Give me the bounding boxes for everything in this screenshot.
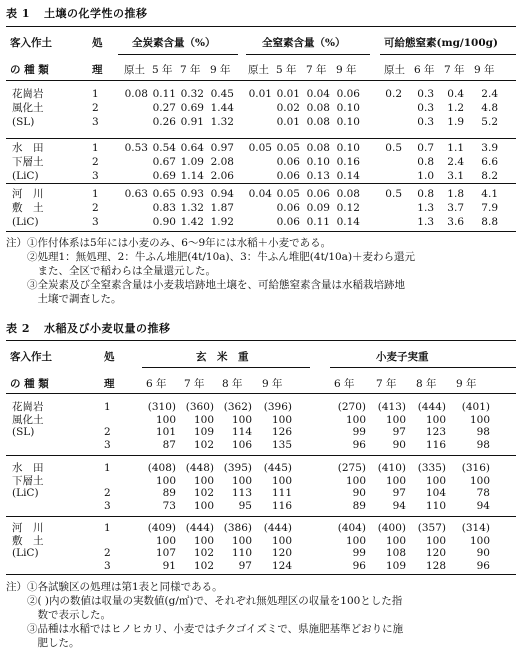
table2-cell-rice: 100: [231, 534, 252, 547]
table2-cell-rice: 109: [193, 426, 214, 438]
table2-note-line: 注）①各試験区の処理は第1表と同様である。: [6, 581, 223, 593]
table2-cell-wheat: 90: [476, 547, 490, 559]
table1-cell-available: 8.2: [481, 170, 498, 182]
table1-head-total-carbon: 全炭素含量（%）: [132, 37, 216, 49]
table2-cell-wheat: (401): [461, 401, 490, 413]
table1-cell-carbon: 0.45: [210, 88, 234, 100]
table2-cell-rice: 114: [231, 426, 252, 438]
table2-cell-wheat: (400): [377, 522, 406, 534]
table2-cell-wheat: 94: [392, 499, 406, 512]
table1-cell-available: 1.3: [417, 202, 434, 214]
table1-cell-available: 0.8: [417, 156, 434, 168]
table1-cell-nitrogen: 0.14: [336, 216, 360, 228]
table1-cell-carbon: 0.69: [152, 170, 176, 182]
table2-cell-rice: 91: [162, 559, 176, 572]
table1-soil-label: 水 田: [12, 142, 44, 154]
table1-treatment: 2: [92, 202, 99, 214]
table1-cell-nitrogen: 0.16: [336, 156, 360, 168]
table2-cell-wheat: (444): [417, 401, 446, 413]
table2-bottom-rule: [6, 574, 516, 575]
table1-subhead-nitrogen: 5 年: [276, 64, 297, 76]
table1-treatment: 3: [92, 170, 99, 182]
table1-cell-available: 1.1: [447, 142, 464, 154]
table1-cell-available: 1.2: [447, 102, 464, 114]
table2-cell-rice: (408): [147, 462, 176, 474]
table2-subhead-wheat: 7 年: [376, 378, 397, 390]
table1-subhead-available: 7 年: [444, 64, 465, 76]
table1-cell-carbon: 1.32: [180, 202, 204, 214]
table2-cell-wheat: (335): [417, 462, 446, 474]
table2-soil-label: 河 川: [12, 522, 44, 534]
table2-soil-label: (SL): [12, 426, 35, 438]
table2-cell-rice: 95: [238, 499, 252, 512]
table2-cell-rice: 102: [193, 487, 214, 499]
table2-treatment: 3: [104, 438, 111, 451]
table2-cell-rice: (409): [147, 522, 176, 534]
table1-head-treat-1: 処: [92, 37, 103, 49]
table1-cell-nitrogen: 0.01: [276, 116, 300, 128]
table1-cell-carbon: 0.67: [152, 156, 176, 168]
table2-cell-wheat: 120: [425, 547, 446, 559]
table2-note-line: ③品種は水稲ではヒノヒカリ、小麦ではチクゴイズミで、県施肥基準どおりに施: [6, 623, 404, 635]
table2-treatment: 3: [104, 559, 111, 572]
table2-soil-label: 水 田: [12, 462, 44, 474]
table2-cell-rice: (396): [263, 401, 292, 413]
table2-cell-wheat: 97: [392, 426, 406, 438]
table1-cell-nitrogen: 0.08: [306, 116, 330, 128]
table1-cell-available: 1.3: [417, 216, 434, 228]
table2-cell-wheat: 100: [425, 474, 446, 487]
table2-treatment: 2: [104, 426, 111, 438]
table1-cell-carbon: 0.27: [152, 102, 176, 114]
table1-cell-nitrogen: 0.06: [306, 188, 330, 200]
table1-soil-label: 河 川: [12, 188, 44, 200]
table1-cell-nitrogen: 0.13: [306, 170, 330, 182]
table2-caption: [6, 320, 170, 336]
table2-title: 水稲及び小麦収量の推移: [43, 322, 171, 335]
table1-cell-available: 0.2: [385, 88, 402, 100]
table1-head-soil-1: 客入作土: [10, 37, 52, 49]
table1-subhead-available: 9 年: [474, 64, 495, 76]
table2-cell-rice: (362): [223, 401, 252, 413]
table1-cell-nitrogen: 0.06: [276, 170, 300, 182]
table2-header-rule: [6, 393, 516, 394]
table2-cell-wheat: 109: [385, 559, 406, 572]
table1-cell-nitrogen: 0.05: [276, 188, 300, 200]
table2-cell-rice: (310): [147, 401, 176, 413]
table1-soil-label: 花崗岩: [12, 88, 44, 100]
table2-cell-wheat: 96: [352, 438, 366, 451]
table2-cell-rice: 107: [155, 547, 176, 559]
table2-cell-wheat: 104: [425, 487, 446, 499]
table2-cell-rice: 100: [231, 474, 252, 487]
table1-cell-available: 8.8: [481, 216, 498, 228]
table1-cell-carbon: 0.53: [124, 142, 148, 154]
table2-cell-rice: 100: [155, 413, 176, 426]
table1-cell-nitrogen: 0.05: [248, 142, 272, 154]
table2-treatment: 3: [104, 499, 111, 512]
table2-cell-wheat: 108: [385, 547, 406, 559]
table1-cell-nitrogen: 0.06: [336, 88, 360, 100]
table1-subhead-available: 6 年: [414, 64, 435, 76]
table2-cell-wheat: (404): [337, 522, 366, 534]
table2-cell-wheat: (316): [461, 462, 490, 474]
table2-head-soil-2: の 種 類: [10, 378, 49, 390]
table1-cell-carbon: 0.69: [180, 102, 204, 114]
table2-soil-label: 下層土: [12, 474, 44, 487]
table1-subhead-carbon: 7 年: [180, 64, 201, 76]
table2-head-brown-rice: 玄 米 重: [196, 351, 249, 363]
table2-cell-wheat: 90: [392, 438, 406, 451]
table2-cell-wheat: 94: [476, 499, 490, 512]
table2-cell-rice: (444): [185, 522, 214, 534]
table1-avail-subrule: [380, 54, 516, 55]
table1-cell-carbon: 0.91: [180, 116, 204, 128]
table1-note-line: 注）①作付体系は5年には小麦のみ、6～9年には水稲＋小麦である。: [6, 237, 332, 249]
table2-soil-label: 風化土: [12, 413, 44, 426]
table1-cell-available: 3.6: [447, 216, 464, 228]
table1-nitrogen-subrule: [246, 54, 370, 55]
table2-cell-wheat: 99: [352, 426, 366, 438]
table2-treatment: 2: [104, 547, 111, 559]
table2-cell-rice: (386): [223, 522, 252, 534]
table1-cell-available: 4.8: [481, 102, 498, 114]
table2-cell-wheat: 100: [425, 413, 446, 426]
table2-number: 表 2: [6, 322, 30, 335]
table1-cell-nitrogen: 0.06: [276, 156, 300, 168]
table1-cell-carbon: 0.32: [180, 88, 204, 100]
table2-cell-rice: 100: [271, 413, 292, 426]
table1-soil-label: (LiC): [12, 216, 39, 228]
table2-group-rule-2: [6, 516, 516, 517]
table1-head-treat-2: 理: [92, 64, 103, 76]
table1-treatment: 1: [92, 88, 99, 100]
table1-cell-nitrogen: 0.11: [306, 216, 330, 228]
table1-cell-nitrogen: 0.02: [276, 102, 300, 114]
table1-cell-nitrogen: 0.01: [248, 88, 272, 100]
table2-notes: [6, 580, 516, 650]
table2-group-rule-1: [6, 455, 516, 456]
table1-cell-nitrogen: 0.08: [306, 102, 330, 114]
table1-treatment: 3: [92, 116, 99, 128]
table2-treatment: 1: [104, 462, 111, 474]
table1-cell-available: 5.2: [481, 116, 498, 128]
table2-subhead-wheat: 8 年: [416, 378, 437, 390]
table2-cell-wheat: 100: [345, 534, 366, 547]
table1-cell-nitrogen: 0.10: [306, 156, 330, 168]
table2-cell-wheat: 98: [476, 426, 490, 438]
table1-treatment: 2: [92, 156, 99, 168]
table2-cell-wheat: 100: [385, 474, 406, 487]
table2-cell-wheat: (275): [337, 462, 366, 474]
table1-cell-nitrogen: 0.06: [276, 202, 300, 214]
table2-wheat-subrule: [330, 367, 516, 368]
table2-cell-rice: 100: [193, 534, 214, 547]
table2-cell-wheat: 110: [425, 499, 446, 512]
table1-cell-carbon: 0.08: [124, 88, 148, 100]
table2-cell-wheat: (270): [337, 401, 366, 413]
table1-cell-carbon: 1.09: [180, 156, 204, 168]
table1-cell-nitrogen: 0.09: [306, 202, 330, 214]
table2-soil-label: (LiC): [12, 547, 39, 559]
table1-cell-nitrogen: 0.06: [276, 216, 300, 228]
table2-top-rule: [6, 340, 516, 341]
table2-cell-wheat: 100: [469, 474, 490, 487]
table1-soil-label: 敷 土: [12, 202, 44, 214]
table1-cell-available: 3.9: [481, 142, 498, 154]
table1-treatment: 3: [92, 216, 99, 228]
table2-cell-wheat: 97: [392, 487, 406, 499]
table2-cell-rice: 100: [271, 534, 292, 547]
table2-note-line: ②( )内の数値は収量の実数値(g/㎡)で、それぞれ無処理区の収量を100とした指: [6, 595, 403, 607]
table2-soil-label: (LiC): [12, 487, 39, 499]
table1-head-soil-2: の 種 類: [10, 64, 49, 76]
table2-treatment: 1: [104, 522, 111, 534]
table1-cell-carbon: 2.08: [210, 156, 234, 168]
table1-cell-available: 0.3: [417, 88, 434, 100]
table2-cell-rice: (445): [263, 462, 292, 474]
table1-number: 表 1: [6, 7, 30, 20]
table1-cell-available: 3.1: [447, 170, 464, 182]
table2-cell-wheat: (357): [417, 522, 446, 534]
table1-cell-available: 2.4: [481, 88, 498, 100]
table1-notes: [6, 236, 516, 306]
table2-cell-wheat: 99: [352, 547, 366, 559]
table1-cell-carbon: 0.11: [152, 88, 176, 100]
table1-soil-label: (SL): [12, 116, 35, 128]
table2-cell-rice: 87: [162, 438, 176, 451]
table1-cell-available: 4.1: [481, 188, 498, 200]
table1-cell-nitrogen: 0.08: [336, 188, 360, 200]
table1-subhead-nitrogen: 9 年: [336, 64, 357, 76]
table2-cell-rice: 100: [231, 413, 252, 426]
table1-title: 土壌の化学性の推移: [43, 7, 148, 20]
table2-cell-rice: 102: [193, 547, 214, 559]
table1-treatment: 1: [92, 142, 99, 154]
table1-cell-carbon: 0.83: [152, 202, 176, 214]
table1-group-rule-1: [6, 138, 516, 139]
table2-cell-rice: 106: [231, 438, 252, 451]
table1-cell-available: 0.5: [385, 142, 402, 154]
table1-cell-available: 3.7: [447, 202, 464, 214]
table1-cell-available: 7.9: [481, 202, 498, 214]
table1-soil-label: 下層土: [12, 156, 44, 168]
table1-cell-available: 0.5: [385, 188, 402, 200]
table1-cell-carbon: 2.06: [210, 170, 234, 182]
table2-soil-label: 敷 土: [12, 534, 44, 547]
table2-cell-wheat: 100: [385, 534, 406, 547]
table2-cell-rice: (448): [185, 462, 214, 474]
table1-cell-nitrogen: 0.01: [276, 88, 300, 100]
table1-subhead-nitrogen: 原土: [248, 64, 269, 76]
table2-cell-wheat: 123: [425, 426, 446, 438]
table2-cell-wheat: 100: [345, 413, 366, 426]
table2-subhead-rice: 8 年: [222, 378, 243, 390]
table2-cell-rice: 126: [271, 426, 292, 438]
table1-subhead-carbon: 9 年: [210, 64, 231, 76]
table1-cell-nitrogen: 0.12: [336, 202, 360, 214]
table2-cell-rice: 100: [193, 499, 214, 512]
table1-cell-carbon: 0.94: [210, 188, 234, 200]
table1-cell-carbon: 1.44: [210, 102, 234, 114]
table1-cell-nitrogen: 0.10: [336, 116, 360, 128]
table1-note-line: ②処理1：無処理、2：牛ふん堆肥(4t/10a)、3：牛ふん堆肥(4t/10a)＋麦わら還元: [6, 251, 416, 263]
table1-note-line: 土壌で調査した。: [6, 293, 122, 305]
table2-subhead-rice: 7 年: [184, 378, 205, 390]
table1-subhead-available: 原土: [384, 64, 405, 76]
table1-cell-carbon: 1.32: [210, 116, 234, 128]
table1-subhead-carbon: 原土: [124, 64, 145, 76]
table1-cell-nitrogen: 0.04: [248, 188, 272, 200]
table2-cell-rice: 110: [231, 547, 252, 559]
table2-subhead-wheat: 9 年: [456, 378, 477, 390]
table1-carbon-subrule: [118, 54, 238, 55]
table2-cell-rice: 100: [193, 474, 214, 487]
table1-caption: [6, 5, 147, 21]
table1-cell-carbon: 0.64: [180, 142, 204, 154]
table2-cell-rice: 124: [271, 559, 292, 572]
table2-cell-rice: (395): [223, 462, 252, 474]
table1-cell-carbon: 1.14: [180, 170, 204, 182]
table2-cell-rice: 100: [193, 413, 214, 426]
table2-cell-rice: (360): [185, 401, 214, 413]
table1-note-line: ③全炭素及び全窒素含量は小麦栽培跡地土壌を、可給態窒素含量は水稲栽培跡地: [6, 279, 405, 291]
table2-cell-wheat: 78: [476, 487, 490, 499]
table2-head-treat-1: 処: [104, 351, 115, 363]
table2-cell-rice: 101: [155, 426, 176, 438]
table2-treatment: 2: [104, 487, 111, 499]
table2-cell-rice: 73: [162, 499, 176, 512]
table2-note-line: 肥した。: [6, 637, 80, 649]
table1-cell-available: 0.8: [417, 188, 434, 200]
table1-cell-nitrogen: 0.08: [306, 142, 330, 154]
table2-cell-rice: 135: [271, 438, 292, 451]
table1-cell-carbon: 1.87: [210, 202, 234, 214]
table1-header-rule: [6, 80, 516, 81]
table2-subhead-wheat: 6 年: [334, 378, 355, 390]
table1-cell-available: 0.3: [417, 102, 434, 114]
table1-soil-label: 風化土: [12, 102, 44, 114]
table1-cell-carbon: 1.92: [210, 216, 234, 228]
table2-cell-rice: 100: [271, 474, 292, 487]
table1-cell-available: 1.8: [447, 188, 464, 200]
table1-soil-label: (LiC): [12, 170, 39, 182]
table1-cell-available: 2.4: [447, 156, 464, 168]
table2-subhead-rice: 9 年: [262, 378, 283, 390]
table2-cell-rice: 100: [155, 534, 176, 547]
table1-cell-nitrogen: 0.14: [336, 170, 360, 182]
table2-cell-rice: (444): [263, 522, 292, 534]
table1-cell-carbon: 0.54: [152, 142, 176, 154]
table2-head-soil-1: 客入作土: [10, 351, 52, 363]
table1-subhead-carbon: 5 年: [152, 64, 173, 76]
table2-cell-rice: 100: [155, 474, 176, 487]
table2-cell-wheat: (410): [377, 462, 406, 474]
table2-cell-wheat: 128: [425, 559, 446, 572]
table2-head-treat-2: 理: [104, 378, 115, 390]
table2-cell-rice: 111: [271, 487, 292, 499]
table2-cell-rice: 116: [271, 499, 292, 512]
table1-head-available-nitrogen: 可給態窒素(mg/100g): [384, 37, 498, 49]
table2-note-line: 数で表示した。: [6, 609, 111, 621]
table2-soil-label: 花崗岩: [12, 401, 44, 413]
table2-cell-rice: 102: [193, 559, 214, 572]
table2-cell-wheat: 89: [352, 499, 366, 512]
table1-cell-carbon: 1.42: [180, 216, 204, 228]
table2-cell-wheat: 100: [425, 534, 446, 547]
table2-cell-wheat: 96: [352, 559, 366, 572]
table2-cell-rice: 120: [271, 547, 292, 559]
table2-cell-wheat: 96: [476, 559, 490, 572]
table2-cell-rice: 113: [231, 487, 252, 499]
table1-top-rule: [6, 26, 516, 27]
table2-subhead-rice: 6 年: [146, 378, 167, 390]
table1-cell-nitrogen: 0.04: [306, 88, 330, 100]
table1-subhead-nitrogen: 7 年: [306, 64, 327, 76]
table1-cell-available: 1.9: [447, 116, 464, 128]
table2-treatment: 1: [104, 401, 111, 413]
table2-cell-wheat: (314): [461, 522, 490, 534]
table1-cell-carbon: 0.97: [210, 142, 234, 154]
table1-head-total-nitrogen: 全窒素含量（%）: [262, 37, 346, 49]
table2-head-wheat-grain: 小麦子実重: [376, 351, 429, 363]
table2-cell-wheat: 98: [476, 438, 490, 451]
table2-rice-subrule: [142, 367, 310, 368]
table1-cell-available: 0.4: [447, 88, 464, 100]
table2-cell-wheat: 90: [352, 487, 366, 499]
table2-cell-wheat: 100: [469, 413, 490, 426]
table1-cell-nitrogen: 0.10: [336, 142, 360, 154]
table1-cell-carbon: 0.65: [152, 188, 176, 200]
table2-cell-wheat: (413): [377, 401, 406, 413]
table1-cell-carbon: 0.93: [180, 188, 204, 200]
table1-cell-available: 0.3: [417, 116, 434, 128]
table2-cell-rice: 97: [238, 559, 252, 572]
table2-cell-rice: 89: [162, 487, 176, 499]
table1-cell-nitrogen: 0.10: [336, 102, 360, 114]
table1-group-rule-2: [6, 183, 516, 184]
table1-cell-carbon: 0.90: [152, 216, 176, 228]
table2-cell-rice: 102: [193, 438, 214, 451]
table1-note-line: また、全区で稲わらは全量還元した。: [6, 265, 216, 277]
table1-cell-carbon: 0.63: [124, 188, 148, 200]
table1-treatment: 1: [92, 188, 99, 200]
table2-cell-wheat: 100: [385, 413, 406, 426]
table1-cell-carbon: 0.26: [152, 116, 176, 128]
table2-cell-wheat: 100: [469, 534, 490, 547]
table1-bottom-rule: [6, 231, 516, 232]
table1-cell-available: 1.0: [417, 170, 434, 182]
table1-cell-available: 0.7: [417, 142, 434, 154]
table2-cell-wheat: 116: [425, 438, 446, 451]
table1-treatment: 2: [92, 102, 99, 114]
table2-cell-wheat: 100: [345, 474, 366, 487]
table1-cell-nitrogen: 0.05: [276, 142, 300, 154]
table1-cell-available: 6.6: [481, 156, 498, 168]
